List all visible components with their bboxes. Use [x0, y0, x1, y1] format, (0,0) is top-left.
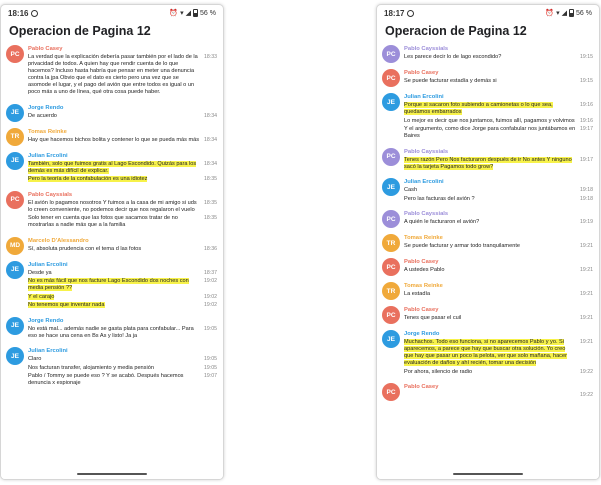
- message-bubble[interactable]: [404, 315, 593, 322]
- sender-name: Pablo Casey: [404, 70, 439, 76]
- message-text: Muchachos. Todo eso funciona, si no aparecemos Pablo y yo. Si aparecemos, a parece que hay que buscar otra solución. Yo creo que hay que pasar un poco la pelota, ver que solo mañana, hacer evaluación de daños y ahí recién, tomar una decisión: [404, 339, 567, 366]
- message-group[interactable]: [6, 152, 217, 185]
- message-group[interactable]: [6, 261, 217, 311]
- avatar[interactable]: PC: [382, 148, 400, 166]
- message-bubble[interactable]: [28, 278, 217, 292]
- message-text: Sí, absoluta prudencia con el tema d las fotos: [28, 245, 142, 252]
- sender-name: Pablo Casey: [404, 259, 439, 265]
- navigation-bar: [1, 469, 223, 479]
- message-bubble[interactable]: [404, 54, 593, 61]
- message-bubble[interactable]: [404, 369, 593, 376]
- message-text: De acuerdo: [28, 112, 57, 119]
- message-timestamp: 18:35: [204, 176, 217, 182]
- message-group[interactable]: [382, 383, 593, 401]
- message-bubble[interactable]: [404, 392, 593, 399]
- avatar[interactable]: JE: [6, 152, 24, 170]
- message-text: Por ahora, silencio de radio: [404, 368, 473, 375]
- message-list[interactable]: [1, 45, 223, 395]
- battery-level: 56 %: [200, 9, 216, 17]
- message-group[interactable]: [382, 148, 593, 173]
- message-bubble[interactable]: [28, 215, 217, 229]
- message-group[interactable]: [6, 128, 217, 146]
- message-group[interactable]: [382, 234, 593, 252]
- home-gesture-bar[interactable]: [453, 473, 523, 476]
- avatar[interactable]: PC: [382, 258, 400, 276]
- sender-name: Pablo Cayssials: [28, 191, 73, 198]
- message-bubble[interactable]: [28, 326, 217, 340]
- message-timestamp: 18:33: [204, 54, 217, 60]
- message-bubble[interactable]: [404, 187, 593, 194]
- message-timestamp: 19:16: [580, 117, 593, 124]
- message-group[interactable]: [382, 210, 593, 228]
- message-timestamp: 18:35: [204, 199, 217, 206]
- message-text: También, solo que fuimos gratis al Lago Escondido. Quizás para los demás es más difícil de explicar.: [28, 160, 197, 174]
- message-bubble[interactable]: [404, 126, 593, 140]
- battery-icon: [569, 9, 574, 17]
- message-bubble[interactable]: [28, 176, 217, 183]
- message-text: Lo mejor es decir que nos juntamos, fuimos allí, pagamos y volvimos: [404, 117, 575, 124]
- avatar[interactable]: JE: [382, 330, 400, 348]
- chat-title: Operacion de Pagina 12: [9, 24, 151, 38]
- sender-name: Tomas Reinke: [404, 283, 443, 289]
- message-text: A ustedes Pablo: [404, 267, 445, 273]
- message-group[interactable]: [382, 45, 593, 63]
- message-group[interactable]: [382, 178, 593, 204]
- message-timestamp: 19:15: [580, 78, 593, 84]
- chat-title: Operacion de Pagina 12: [385, 24, 527, 38]
- message-timestamp: 19:02: [204, 293, 217, 300]
- sender-name: Pablo Casey: [28, 46, 63, 52]
- whatsapp-icon: [31, 10, 38, 17]
- message-timestamp: 19:05: [204, 364, 217, 371]
- message-text: Desde ya: [28, 269, 52, 276]
- avatar[interactable]: JE: [6, 347, 24, 365]
- sender-name: Pablo Cayssials: [404, 148, 449, 155]
- avatar[interactable]: PC: [6, 45, 24, 63]
- message-timestamp: 19:05: [204, 356, 217, 362]
- status-bar: [377, 5, 599, 21]
- alarm-icon: ⏰: [169, 9, 179, 17]
- sender-name: Pablo Cayssials: [404, 211, 449, 217]
- message-timestamp: 19:15: [580, 54, 593, 60]
- sender-name: Julian Ercolini: [404, 94, 444, 100]
- avatar[interactable]: TR: [382, 282, 400, 300]
- message-timestamp: 19:02: [204, 302, 217, 308]
- message-text: Tenes que pasar el cuil: [404, 315, 462, 321]
- phone-screenshot-right: [376, 4, 600, 480]
- message-text: A quién le facturaron el avión?: [404, 219, 480, 225]
- sender-name: Jorge Rendo: [28, 104, 64, 111]
- message-timestamp: 19:05: [204, 325, 217, 332]
- message-text: Se puede facturar y armar todo tranquilamente: [404, 243, 520, 249]
- message-timestamp: 18:37: [204, 269, 217, 276]
- signal-icon: ◢: [185, 9, 192, 17]
- message-bubble[interactable]: [28, 302, 217, 309]
- status-bar: [1, 5, 223, 21]
- alarm-icon: ⏰: [545, 9, 555, 17]
- message-text: El avión lo pagamos nosotros Y fuimos a la casa de mi amigo si uds lo creen conveniente, no podemos decir que nos regalaron el vuelo: [28, 199, 197, 213]
- avatar[interactable]: JE: [6, 261, 24, 279]
- sender-name: Tomas Reinke: [404, 235, 443, 241]
- home-gesture-bar[interactable]: [77, 473, 147, 476]
- sender-name: Pablo Cayssials: [404, 46, 449, 52]
- sender-name: Julian Ercolini: [404, 179, 444, 185]
- battery-icon: [193, 9, 198, 17]
- message-timestamp: 19:21: [580, 243, 593, 249]
- avatar[interactable]: PC: [382, 45, 400, 63]
- message-timestamp: 19:21: [580, 267, 593, 273]
- avatar[interactable]: PC: [382, 210, 400, 228]
- message-timestamp: 19:21: [580, 315, 593, 321]
- message-timestamp: 19:07: [204, 373, 217, 379]
- message-group[interactable]: [382, 258, 593, 276]
- avatar[interactable]: JE: [6, 104, 24, 122]
- battery-level: 56 %: [576, 9, 592, 17]
- message-text: La verdad que la explicación debería pasar también por el lado de la privacidad de todos. A quien hay que rendir cuenta de lo que hacemos? Incluso hasta habría que pensar en meter una denuncia contra la jpa Obvio que el dato es cierto pero una vez que se asomode el lugar, y el pago del avión que entre todos es igual o un poco más a uno de línea, qué otra cosa puede haber.: [28, 54, 198, 95]
- message-timestamp: 19:19: [580, 219, 593, 225]
- message-bubble[interactable]: [404, 243, 593, 250]
- message-text: Pablo / Tommy se puede eso ? Y se acabó. Después hacemos denuncia x espionaje: [28, 373, 184, 386]
- message-group[interactable]: [382, 306, 593, 324]
- message-bubble[interactable]: [28, 373, 217, 387]
- message-text: Cash: [404, 187, 418, 193]
- message-text: No tenemos que inventar nada: [28, 302, 105, 308]
- message-text: Porque si sacaron foto subiendo a camionetas o lo que sea, quedamos embarrados: [404, 102, 553, 115]
- message-group[interactable]: [382, 282, 593, 300]
- message-text: La estadía: [404, 291, 431, 297]
- avatar[interactable]: JE: [6, 317, 24, 335]
- message-bubble[interactable]: [404, 78, 593, 85]
- message-timestamp: 18:34: [204, 136, 217, 143]
- message-timestamp: 19:18: [580, 195, 593, 202]
- avatar[interactable]: JE: [382, 178, 400, 196]
- sender-name: Julian Ercolini: [28, 152, 68, 159]
- message-bubble[interactable]: [28, 270, 217, 277]
- message-bubble[interactable]: [404, 339, 593, 367]
- message-group[interactable]: [382, 93, 593, 142]
- message-group[interactable]: [6, 237, 217, 255]
- message-text: Solo tener en cuenta que las fotos que sacamos tratar de no mostrarlas a nadie más que a la familia: [28, 215, 178, 228]
- message-bubble[interactable]: [28, 54, 217, 96]
- sender-name: Tomas Reinke: [28, 128, 67, 135]
- message-timestamp: 19:17: [580, 156, 593, 163]
- message-timestamp: 19:22: [580, 368, 593, 375]
- sender-name: Pablo Casey: [404, 307, 439, 313]
- status-time: 18:16: [8, 8, 29, 18]
- navigation-bar: [377, 469, 599, 479]
- avatar[interactable]: PC: [382, 306, 400, 324]
- wifi-icon: ▾: [556, 9, 560, 17]
- message-text: Y el carajo: [28, 293, 55, 300]
- message-bubble[interactable]: [404, 102, 593, 116]
- message-bubble[interactable]: [28, 246, 217, 253]
- message-timestamp: 18:34: [204, 112, 217, 119]
- message-bubble[interactable]: [28, 365, 217, 372]
- message-group[interactable]: [382, 69, 593, 87]
- message-bubble[interactable]: [28, 137, 217, 144]
- avatar[interactable]: PC: [6, 191, 24, 209]
- message-text: Y el argumento, como dice Jorge para confabular nos juntábamos en Baires: [404, 126, 576, 139]
- message-bubble[interactable]: [28, 200, 217, 214]
- sender-name: Jorge Rendo: [404, 331, 440, 337]
- message-bubble[interactable]: [404, 291, 593, 298]
- whatsapp-icon: [407, 10, 414, 17]
- message-timestamp: 19:17: [580, 126, 593, 132]
- message-bubble[interactable]: [404, 219, 593, 226]
- message-text: No es más fácil que nos facture Lago Escondido dos noches con media pensión ??: [28, 278, 189, 291]
- avatar[interactable]: PC: [382, 69, 400, 87]
- message-group[interactable]: [6, 191, 217, 231]
- message-text: Pero la teoría de la confabulación es una idiotez: [28, 176, 148, 182]
- message-text: Se puede facturar estadía y demás si: [404, 78, 497, 84]
- message-bubble[interactable]: [28, 294, 217, 301]
- message-text: Pero las facturas del avión ?: [404, 195, 475, 202]
- message-timestamp: 18:36: [204, 245, 217, 252]
- signal-icon: ◢: [561, 9, 568, 17]
- message-group[interactable]: [6, 45, 217, 98]
- message-group[interactable]: [6, 347, 217, 389]
- sender-name: Jorge Rendo: [28, 317, 64, 324]
- message-timestamp: 19:22: [580, 392, 593, 398]
- message-text: Hay que hacemos bichos bolita y contener lo que se pueda más más: [28, 136, 200, 143]
- message-group[interactable]: [6, 317, 217, 342]
- message-timestamp: 19:16: [580, 102, 593, 108]
- avatar[interactable]: TR: [6, 128, 24, 146]
- message-timestamp: 19:18: [580, 187, 593, 193]
- phone-screenshot-left: [0, 4, 224, 480]
- avatar[interactable]: TR: [382, 234, 400, 252]
- message-text: Nos facturan transfer, alojamiento y media pensión: [28, 364, 154, 371]
- message-bubble[interactable]: [404, 157, 593, 171]
- message-text: No está mal... además nadie se gasta plata para confabular... Para eso se hace una cena en Bs As y listo! Ja ja: [28, 325, 194, 339]
- sender-name: Julian Ercolini: [28, 261, 68, 268]
- sender-name: Julian Ercolini: [28, 348, 68, 354]
- sender-name: Pablo Casey: [404, 384, 439, 390]
- status-time: 18:17: [384, 8, 405, 18]
- message-bubble[interactable]: [404, 118, 593, 125]
- message-group[interactable]: [6, 104, 217, 122]
- message-bubble[interactable]: [28, 161, 217, 175]
- sender-name: Marcelo D'Alessandro: [28, 237, 89, 244]
- message-bubble[interactable]: [404, 267, 593, 274]
- message-timestamp: 19:21: [580, 339, 593, 345]
- avatar[interactable]: PC: [382, 383, 400, 401]
- wifi-icon: ▾: [180, 9, 184, 17]
- message-timestamp: 18:34: [204, 160, 217, 167]
- avatar[interactable]: MD: [6, 237, 24, 255]
- message-bubble[interactable]: [28, 356, 217, 363]
- message-group[interactable]: [382, 330, 593, 377]
- message-text: Tenes razón Pero Nos facturaron después de ir No antes Y ninguno sacó la tarjeta Pagamos todo grow?: [404, 156, 572, 170]
- message-list[interactable]: [377, 45, 599, 407]
- message-bubble[interactable]: [404, 196, 593, 203]
- message-text: Les parece decir lo de lago escondido?: [404, 54, 502, 60]
- message-timestamp: 19:21: [580, 291, 593, 297]
- message-text: Claro: [28, 356, 42, 362]
- message-timestamp: 19:02: [204, 278, 217, 284]
- message-timestamp: 18:35: [204, 215, 217, 221]
- message-bubble[interactable]: [28, 113, 217, 120]
- avatar[interactable]: JE: [382, 93, 400, 111]
